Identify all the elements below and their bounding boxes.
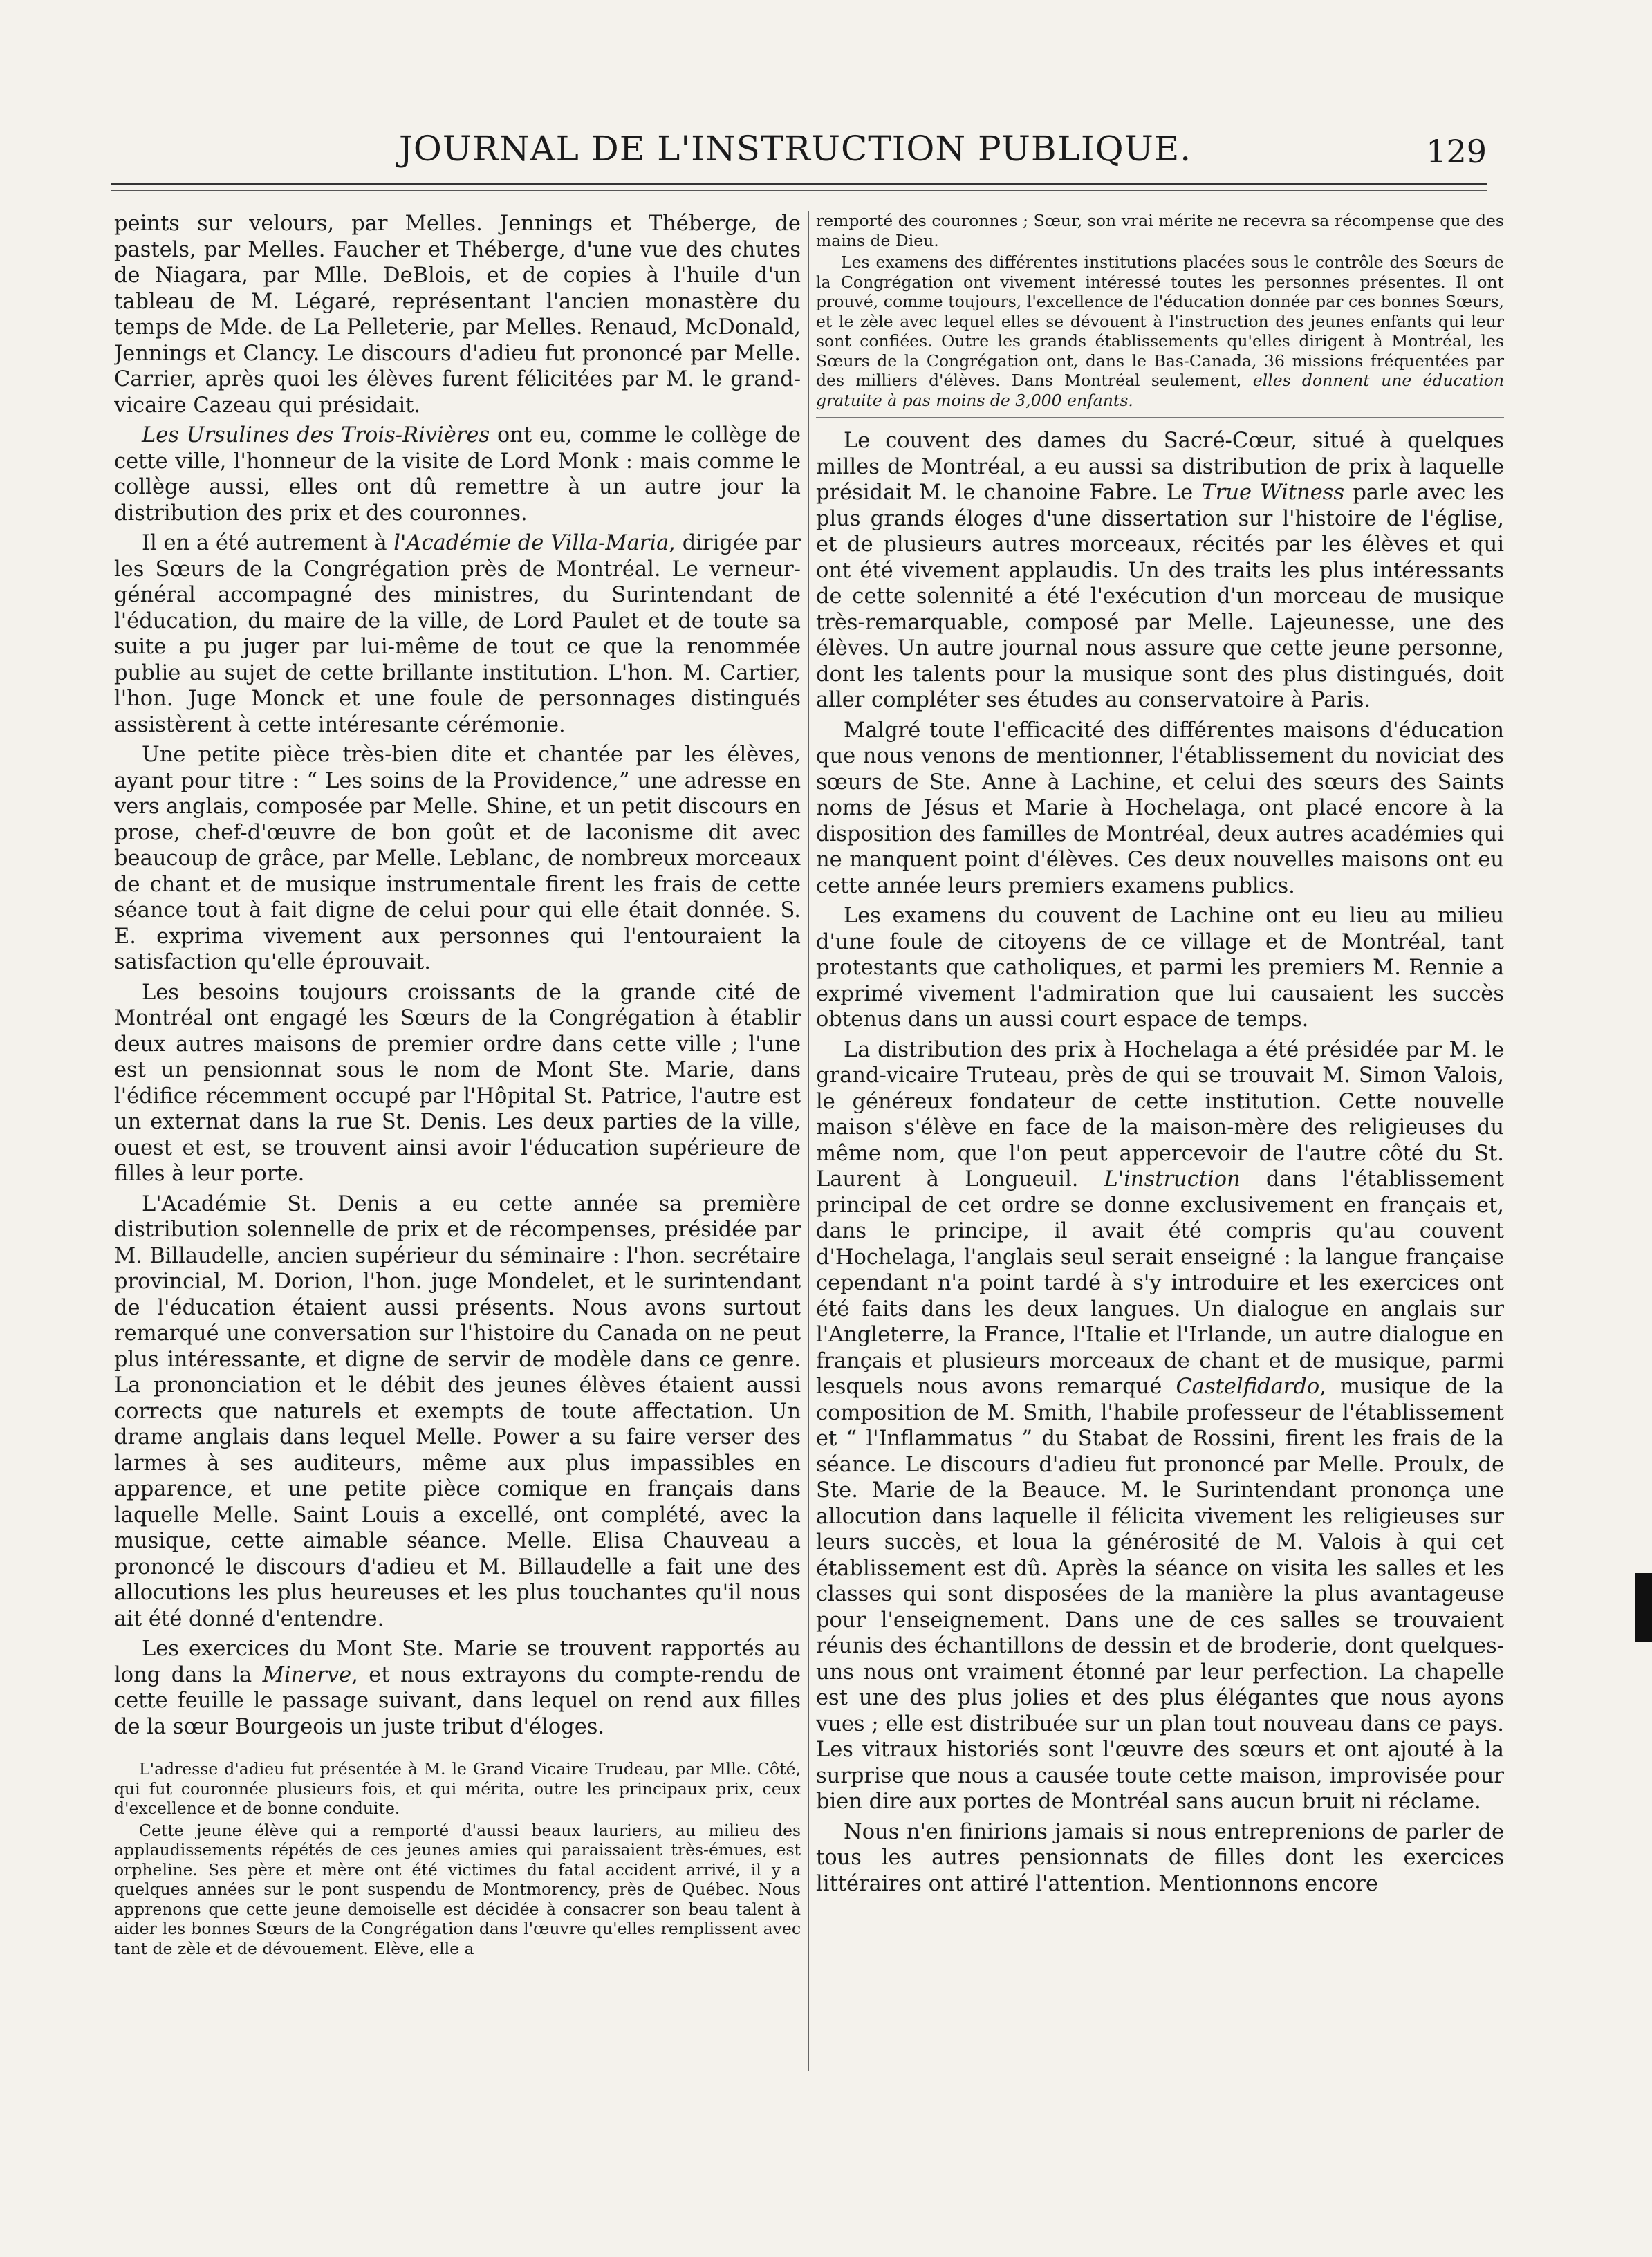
column-divider [808,211,809,2071]
paragraph: L'Académie St. Denis a eu cette année sa première distribution solennelle de prix et de récompenses, présidée par M. Billaudelle, ancien supérieur du séminaire : l'hon. secrétaire provincial, M. Dorion, l'hon. juge Mondelet, et le surintendant de l'éducation étaient aussi présents. Nous avons surtout remarqué une conversation sur l'histoire du Canada on ne peut plus intéressante, et digne de servir de modèle dans ce genre. La prononciation et le débit des jeunes élèves étaient aussi corrects que naturels et exempts de toute affectation. Un drame anglais dans lequel Melle. Power a su faire verser des larmes à ses auditeurs, même aux plus impassibles en apparence, et une petite pièce comique en français dans laquelle Melle. Saint Louis a excellé, ont complété, avec la musique, cette aimable séance. Melle. Elisa Chauveau a prononcé le discours d'adieu et M. Billaudelle a fait une des allocutions les plus heureuses et les plus touchantes qu'il nous ait été donné d'entendre. [114,1191,801,1631]
header-rule-thin [111,190,1487,191]
paragraph: Malgré toute l'efficacité des différentes maisons d'éducation que nous venons de mentionner, l'établissement du noviciat des sœurs de Ste. Anne à Lachine, et celui des sœurs des Saints noms de Jésus et Marie à Hochelaga, ont placé encore à la disposition des familles de Montréal, deux autres académies qui ne manquent point d'élèves. Ces deux nouvelles maisons ont eu cette année leurs premiers examens publics. [816,718,1504,898]
quoted-extract-continued [816,211,1504,410]
quote-paragraph: L'adresse d'adieu fut présentée à M. le Grand Vicaire Trudeau, par Mlle. Côté, qui fut couronnée plusieurs fois, et qui mérita, outre les principaux prix, ceux d'excellence et de bonne conduite. [114,1759,801,1818]
journal-title: JOURNAL DE L'INSTRUCTION PUBLIQUE. [398,129,1192,169]
scan-edge-mark [1635,1573,1652,1642]
quote-paragraph: remporté des couronnes ; Sœur, son vrai mérite ne recevra sa récompense que des mains de Dieu. [816,211,1504,250]
right-column [816,211,1504,2078]
quote-end-rule [816,417,1504,418]
paragraph: Le couvent des dames du Sacré-Cœur, situé à quelques milles de Montréal, a eu aussi sa distribution de prix à laquelle présidait M. le chanoine Fabre. Le True Witness parle avec les plus grands éloges d'une dissertation sur l'histoire de l'église, et de plusieurs autres morceaux, récités par les élèves et qui ont été vivement applaudis. Un des traits les plus intéressants de cette solennité a été l'exécution d'un morceau de musique très-remarquable, composé par Melle. Lajeunesse, une des élèves. Un autre journal nous assure que cette jeune personne, dont les talents pour la musique sont des plus distingués, doit aller compléter ses études au conservatoire à Paris. [816,429,1504,712]
header-rule [111,183,1487,185]
paragraph: peints sur velours, par Melles. Jennings et Théberge, de pastels, par Melles. Faucher et Théberge, d'une vue des chutes de Niagara, par Mlle. DeBlois, et de copies à l'huile d'un tableau de M. Légaré, représentant l'ancien monastère du temps de Mde. de La Pelleterie, par Melles. Renaud, McDonald, Jennings et Clancy. Le discours d'adieu fut prononcé par Melle. Carrier, après quoi les élèves furent félicitées par M. le grand-vicaire Cazeau qui présidait. [114,212,801,418]
paragraph: Les examens du couvent de Lachine ont eu lieu au milieu d'une foule de citoyens de ce village et de Montréal, tant protestants que catholiques, et parmi les premiers M. Rennie a exprimé vivement l'admiration que lui causaient les succès obtenus dans un aussi court espace de temps. [816,904,1504,1032]
quoted-extract [114,1759,801,1958]
quote-spacer [114,1744,801,1759]
quote-paragraph: Cette jeune élève qui a remporté d'aussi beaux lauriers, au milieu des applaudissements répétés de ces jeunes amies qui paraissaient très-émues, est orpheline. Ses père et mère ont été victimes du fatal accident arrivé, il y a quelques années sur le pont suspendu de Montmorency, près de Québec. Nous apprenons que cette jeune demoiselle est décidée à consacrer son beau talent à aider les bonnes Sœurs de la Congrégation dans l'œuvre qu'elles remplissent avec tant de zèle et de dévouement. Elève, elle a [114,1820,801,1958]
paragraph: La distribution des prix à Hochelaga a été présidée par M. le grand-vicaire Truteau, près de qui se trouvait M. Simon Valois, le généreux fondateur de cette institution. Cette nouvelle maison s'élève en face de la maison-mère des religieuses du même nom, que l'on peut appercevoir de l'autre côté du St. Laurent à Longueuil. L'instruction dans l'établissement principal de cet ordre se donne exclusivement en français et, dans le principe, il avait été compris qu'au couvent d'Hochelaga, l'anglais seul serait enseigné : la langue française cependant n'a point tardé à s'y introduire et les exercices ont été faits dans les deux langues. Un dialogue en anglais sur l'Angleterre, la France, l'Italie et l'Irlande, un autre dialogue en français et plusieurs morceaux de chant et de musique, parmi lesquels nous avons remarqué Castelfidardo, musique de la composition de M. Smith, l'habile professeur de l'établissement et “ l'Inflammatus ” du Stabat de Rossini, firent les frais de la séance. Le discours d'adieu fut prononcé par Melle. Proulx, de Ste. Marie de la Beauce. M. le Surintendant prononça une allocution dans laquelle il félicita vivement les religieuses sur leurs succès, et loua la générosité de M. Valois à qui cet établissement est dû. Après la séance on visita les salles et les classes qui sont disposées de la manière la plus avantageuse pour l'enseignement. Dans une de ces salles se trouvaient réunis des échantillons de dessin et de broderie, dont quelques-uns nous ont vraiment étonné par leur perfection. La chapelle est une des plus jolies et des plus élégantes que nous ayons vues ; elle est distribuée sur un plan tout nouveau dans ce pays. Les vitraux historiés sont l'œuvre des sœurs et ont ajouté à la surprise que nous a causée toute cette maison, improvisée pour bien dire aux portes de Montréal sans aucun bruit ni réclame. [816,1037,1504,1814]
paragraph: Nous n'en finirions jamais si nous entreprenions de parler de tous les autres pensionnats de filles dont les exercices littéraires ont attiré l'attention. Mentionnons encore [816,1819,1504,1896]
left-column [114,211,801,2078]
page-number: 129 [1426,133,1487,170]
paragraph: Il en a été autrement à l'Académie de Villa-Maria, dirigée par les Sœurs de la Congrégation près de Montréal. Le verneur-général accompagné des ministres, du Surintendant de l'éducation, du maire de la ville, de Lord Paulet et de toute sa suite a pu juger par lui-même de tout ce que la renommée publie au sujet de cette brillante institution. L'hon. M. Cartier, l'hon. Juge Monck et une foule de personnages distingués assistèrent à cette intéresante cérémonie. [114,531,801,737]
page-header [104,128,1487,176]
paragraph: Les Ursulines des Trois-Rivières ont eu, comme le collège de cette ville, l'honneur de la visite de Lord Monk : mais comme le collège aussi, elles ont dû remettre à un autre jour la distribution des prix et des couronnes. [114,423,801,526]
quote-paragraph: Les examens des différentes institutions placées sous le contrôle des Sœurs de la Congrégation ont vivement intéressé toutes les personnes présentes. Il ont prouvé, comme toujours, l'excellence de l'éducation donnée par ces bonnes Sœurs, et le zèle avec lequel elles se dévouent à l'instruction des jeunes enfants qui leur sont confiées. Outre les grands établissements qu'elles dirigent à Montréal, les Sœurs de la Congrégation ont, dans le Bas-Canada, 36 missions fréquentées par des milliers d'élèves. Dans Montréal seulement, elles donnent une éducation gratuite à pas moins de 3,000 enfants. [816,252,1504,410]
paragraph: Une petite pièce très-bien dite et chantée par les élèves, ayant pour titre : “ Les soins de la Providence,” une adresse en vers anglais, composée par Melle. Shine, et un petit discours en prose, chef-d'œuvre de bon goût et de laconisme dit avec beaucoup de grâce, par Melle. Leblanc, de nombreux morceaux de chant et de musique instrumentale firent les frais de cette séance tout à fait digne de celui pour qui elle était donnée. S. E. exprima vivement aux personnes qui l'entouraient la satisfaction qu'elle éprouvait. [114,743,801,974]
paragraph: Les besoins toujours croissants de la grande cité de Montréal ont engagé les Sœurs de la Congrégation à établir deux autres maisons de premier ordre dans cette ville ; l'une est un pensionnat sous le nom de Mont Ste. Marie, dans l'édifice récemment occupé par l'Hôpital St. Patrice, l'autre est un externat dans la rue St. Denis. Les deux parties de la ville, ouest et est, se trouvent ainsi avoir l'éducation supérieure de filles à leur porte. [114,980,801,1186]
paragraph: Les exercices du Mont Ste. Marie se trouvent rapportés au long dans la Minerve, et nous extrayons du compte-rendu de cette feuille le passage suivant, dans lequel on rend aux filles de la sœur Bourgeois un juste tribut d'éloges. [114,1637,801,1739]
